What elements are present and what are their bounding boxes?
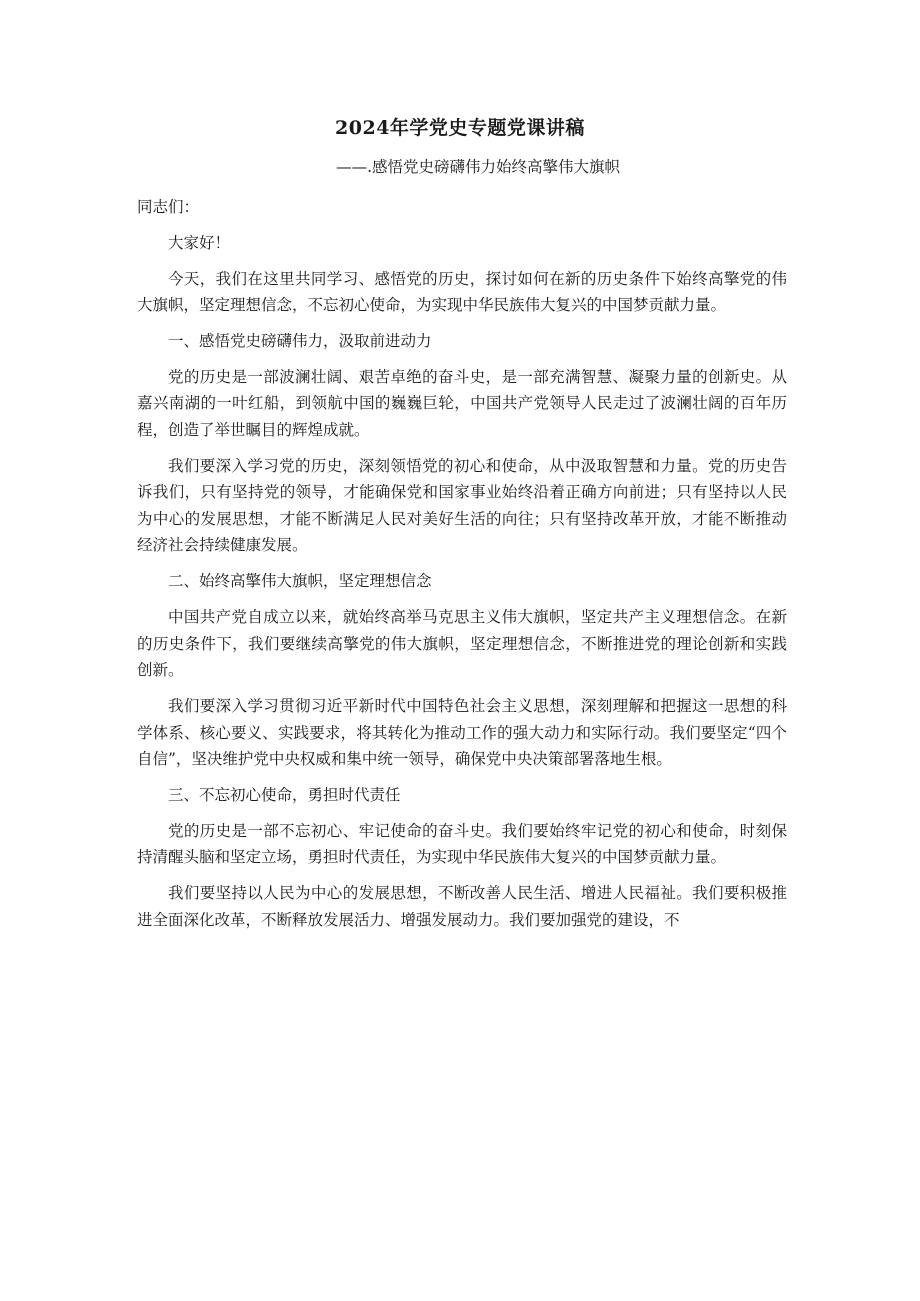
body-paragraph: 我们要坚持以人民为中心的发展思想，不断改善人民生活、增进人民福祉。我们要积极推进全面深化改革，不断释放发展活力、增强发展动力。我们要加强党的建设，不 bbox=[137, 884, 787, 929]
document-subtitle: ——.感悟党史磅礴伟力始终高擎伟大旗帜 bbox=[336, 158, 620, 176]
document-body bbox=[137, 194, 787, 943]
section-heading-2: 二、始终高擎伟大旗帜，坚定理想信念 bbox=[168, 572, 432, 591]
body-paragraph: 党的历史是一部不忘初心、牢记使命的奋斗史。我们要始终牢记党的初心和使命，时刻保持清醒头脑和坚定立场，勇担时代责任，为实现中华民族伟大复兴的中国梦贡献力量。 bbox=[137, 821, 787, 867]
intro-paragraph: 今天，我们在这里共同学习、感悟党的历史，探讨如何在新的历史条件下始终高擎党的伟大旗帜，坚定理想信念，不忘初心使命，为实现中华民族伟大复兴的中国梦贡献力量。 bbox=[137, 269, 787, 315]
body-paragraph: 中国共产党自成立以来，就始终高举马克思主义伟大旗帜，坚定共产主义理想信念。在新的历史条件下，我们要继续高擎党的伟大旗帜，坚定理想信念，不断推进党的理论创新和实践创新。 bbox=[137, 608, 787, 680]
greeting-paragraph: 大家好！ bbox=[168, 233, 231, 252]
section-heading-1: 一、感悟党史磅礴伟力，汲取前进动力 bbox=[168, 331, 432, 350]
body-paragraph: 我们要深入学习贯彻习近平新时代中国特色社会主义思想，深刻理解和把握这一思想的科学体系、核心要义、实践要求，将其转化为推动工作的强大动力和实际行动。我们要坚定“四个自信”，坚决维护党中央权威和集中统一领导，确保党中央决策部署落地生根。 bbox=[137, 697, 787, 769]
document-title: 2024年学党史专题党课讲稿 bbox=[335, 117, 585, 139]
salutation: 同志们： bbox=[137, 198, 200, 216]
section-heading-3: 三、不忘初心使命，勇担时代责任 bbox=[168, 785, 401, 804]
body-paragraph: 我们要深入学习党的历史，深刻领悟党的初心和使命，从中汲取智慧和力量。党的历史告诉我们，只有坚持党的领导，才能确保党和国家事业始终沿着正确方向前进；只有坚持以人民为中心的发展思想，才能不断满足人民对美好生活的向往；只有坚持改革开放，才能不断推动经济社会持续健康发展。 bbox=[137, 456, 787, 555]
body-paragraph: 党的历史是一部波澜壮阔、艰苦卓绝的奋斗史，是一部充满智慧、凝聚力量的创新史。从嘉兴南湖的一叶红船，到领航中国的巍巍巨轮，中国共产党领导人民走过了波澜壮阔的百年历程，创造了举世瞩目的辉煌成就。 bbox=[137, 367, 787, 439]
